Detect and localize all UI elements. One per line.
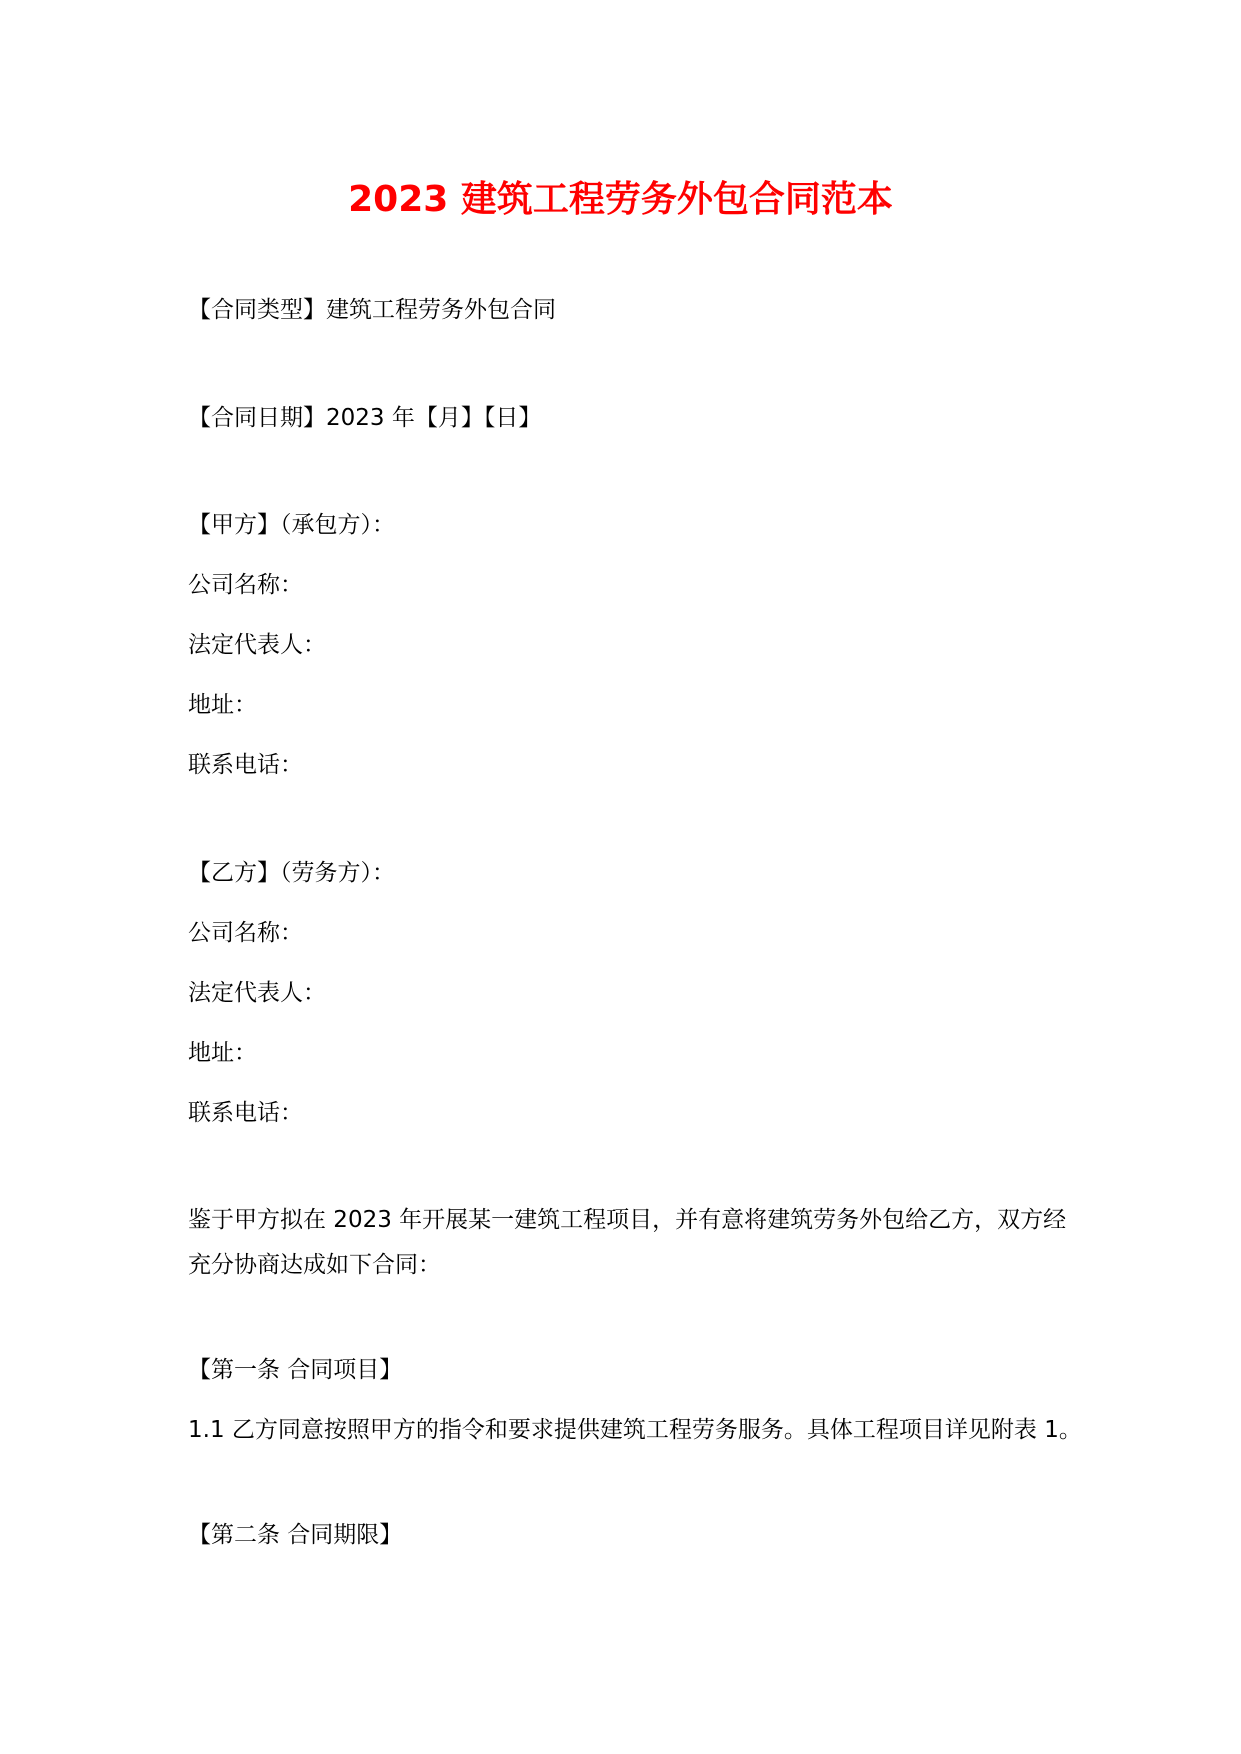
party-a-company-name: 公司名称： bbox=[188, 572, 303, 598]
party-b-heading: 【乙方】（劳务方）： bbox=[188, 860, 395, 886]
contract-type-line: 【合同类型】建筑工程劳务外包合同 bbox=[188, 297, 556, 323]
contract-date-line: 【合同日期】2023 年【月】【日】 bbox=[188, 405, 542, 431]
preamble-line: 充分协商达成如下合同： bbox=[188, 1252, 441, 1278]
party-b-phone: 联系电话： bbox=[188, 1100, 303, 1126]
party-a-heading: 【甲方】（承包方）： bbox=[188, 512, 395, 538]
party-a-phone: 联系电话： bbox=[188, 752, 303, 778]
document-title: 2023 建筑工程劳务外包合同范本 bbox=[348, 179, 893, 220]
party-b-address: 地址： bbox=[188, 1040, 257, 1066]
article-heading: 【第二条 合同期限】 bbox=[188, 1522, 403, 1548]
article-clause: 1.1 乙方同意按照甲方的指令和要求提供建筑工程劳务服务。具体工程项目详见附表 1。 bbox=[188, 1417, 1082, 1443]
party-b-company-name: 公司名称： bbox=[188, 920, 303, 946]
preamble-line: 鉴于甲方拟在 2023 年开展某一建筑工程项目，并有意将建筑劳务外包给乙方，双方经 bbox=[188, 1207, 1067, 1233]
party-a-address: 地址： bbox=[188, 692, 257, 718]
party-a-legal-rep: 法定代表人： bbox=[188, 632, 326, 658]
party-b-legal-rep: 法定代表人： bbox=[188, 980, 326, 1006]
article-heading: 【第一条 合同项目】 bbox=[188, 1357, 403, 1383]
